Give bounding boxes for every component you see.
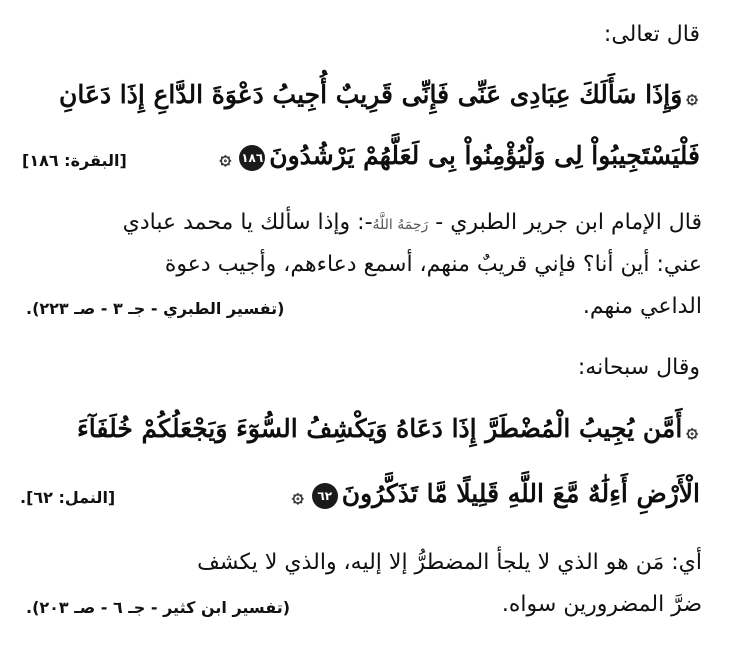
tafsir-2-line-1: أي: مَن هو الذي لا يلجأ المضطرُّ إلا إليه، والذي لا يكشف — [197, 550, 702, 575]
tafsir-text: -: وإذا سألك يا محمد عبادي — [122, 210, 373, 235]
tafsir-1-source: (تفسير الطبري - جـ ٣ - صـ ٢٢٣). — [26, 299, 285, 318]
honorific: رَحِمَهُ اللَّهُ — [372, 217, 429, 233]
ayah-number-badge: ٦٢ — [312, 483, 338, 509]
tafsir-2-line-2: ضرَّ المضرورين سواه. — [501, 592, 702, 617]
verse-open-ornament: ۞ — [686, 418, 698, 442]
tafsir-1-line-1 — [123, 210, 702, 235]
intro-heading-2: وقال سبحانه: — [577, 355, 700, 380]
quran-verse-1-line-2 — [215, 141, 700, 171]
verse-close-ornament: ۞ — [219, 145, 232, 169]
tafsir-text: قال الإمام ابن جرير الطبري - — [435, 210, 702, 235]
verse-close-ornament: ۞ — [291, 483, 304, 507]
verse-1-reference: [البقرة: ١٨٦] — [22, 151, 127, 170]
quran-verse-1-line-1 — [34, 80, 702, 109]
verse-text: أَمَّن يُجِيبُ الْمُضْطَرَّ إِذَا دَعَاهُ وَيَكْشِفُ السُّوٓءَ وَيَجْعَلُكُمْ خُلَفَآءَ — [77, 414, 683, 443]
tafsir-1-line-2: عني: أين أنا؟ فإني قريبٌ منهم، أسمع دعاءهم، وأجيب دعوة — [164, 252, 702, 277]
verse-text: فَلْيَسْتَجِيبُواْ لِى وَلْيُؤْمِنُواْ بِى لَعَلَّهُمْ يَرْشُدُونَ — [269, 141, 700, 170]
verse-text: وَإِذَا سَأَلَكَ عِبَادِى عَنِّى فَإِنِّى قَرِيبٌ أُجِيبُ دَعْوَةَ الدَّاعِ إِذَا دَعَانِ — [59, 80, 683, 109]
tafsir-1-line-3: الداعي منهم. — [582, 294, 702, 319]
tafsir-2-source: (تفسير ابن كثير - جـ ٦ - صـ ٢٠٣). — [26, 598, 291, 617]
verse-2-reference: [النمل: ٦٢]. — [20, 488, 116, 507]
quran-verse-2-line-2 — [288, 479, 700, 509]
intro-heading-1: قال تعالى: — [603, 22, 700, 47]
quran-verse-2-line-1 — [34, 414, 702, 443]
ayah-number-badge: ١٨٦ — [239, 145, 265, 171]
verse-text: الْأَرْضِ أَءِلَٰهٌ مَّعَ اللَّهِ قَلِيلًا مَّا تَذَكَّرُونَ — [341, 479, 700, 508]
verse-open-ornament: ۞ — [686, 84, 698, 108]
